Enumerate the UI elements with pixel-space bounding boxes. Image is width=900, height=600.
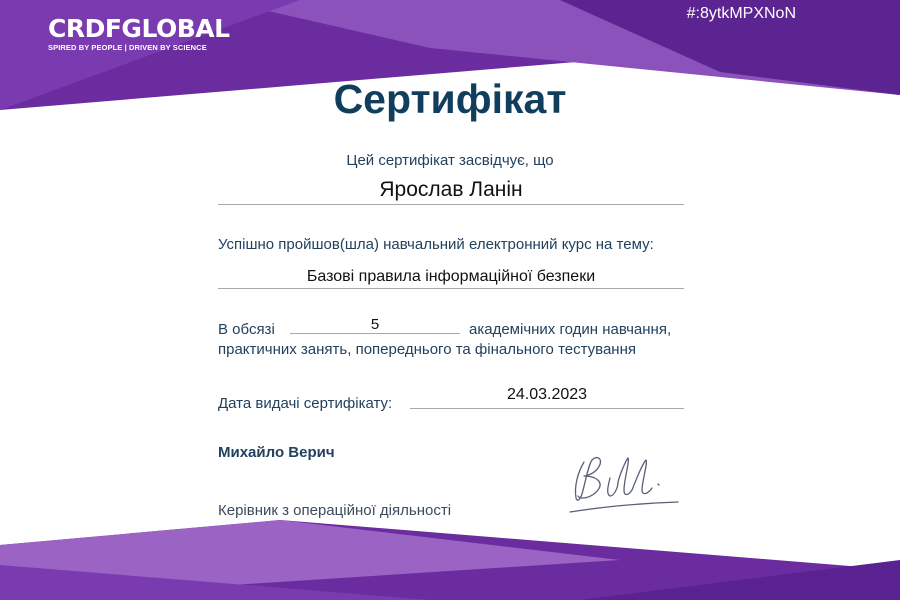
signer-title: Керівник з операційної діяльності bbox=[218, 502, 452, 519]
recipient-underline bbox=[218, 204, 684, 205]
date-underline bbox=[410, 408, 684, 409]
intro-text: Цей сертифікат засвідчує, що bbox=[346, 152, 554, 169]
hours-underline bbox=[290, 333, 460, 334]
logo-tagline: SPIRED BY PEOPLE | DRIVEN BY SCIENCE bbox=[48, 43, 207, 52]
logo-text: CRDFGLOBAL bbox=[48, 14, 230, 43]
volume-suffix-1: академічних годин навчання, bbox=[469, 321, 672, 338]
volume-prefix: В обсязі bbox=[218, 321, 275, 338]
issue-date: 24.03.2023 bbox=[506, 386, 588, 403]
certificate-id: #:8ytkMPXNoN bbox=[686, 5, 796, 22]
course-intro: Успішно пройшов(шла) навчальний електронний курс на тему: bbox=[218, 236, 654, 253]
date-label: Дата видачі сертифікату: bbox=[218, 395, 393, 412]
recipient-name: Ярослав Ланін bbox=[379, 178, 523, 201]
brand-logo bbox=[48, 16, 230, 52]
signature-image bbox=[566, 450, 686, 520]
course-underline bbox=[218, 288, 684, 289]
volume-suffix-2: практичних занять, попереднього та фінального тестування bbox=[218, 341, 636, 358]
course-name: Базові правила інформаційної безпеки bbox=[306, 268, 596, 285]
volume-hours: 5 bbox=[370, 316, 380, 333]
certificate-title: Сертифікат bbox=[333, 76, 567, 122]
signer-name: Михайло Верич bbox=[218, 444, 335, 461]
